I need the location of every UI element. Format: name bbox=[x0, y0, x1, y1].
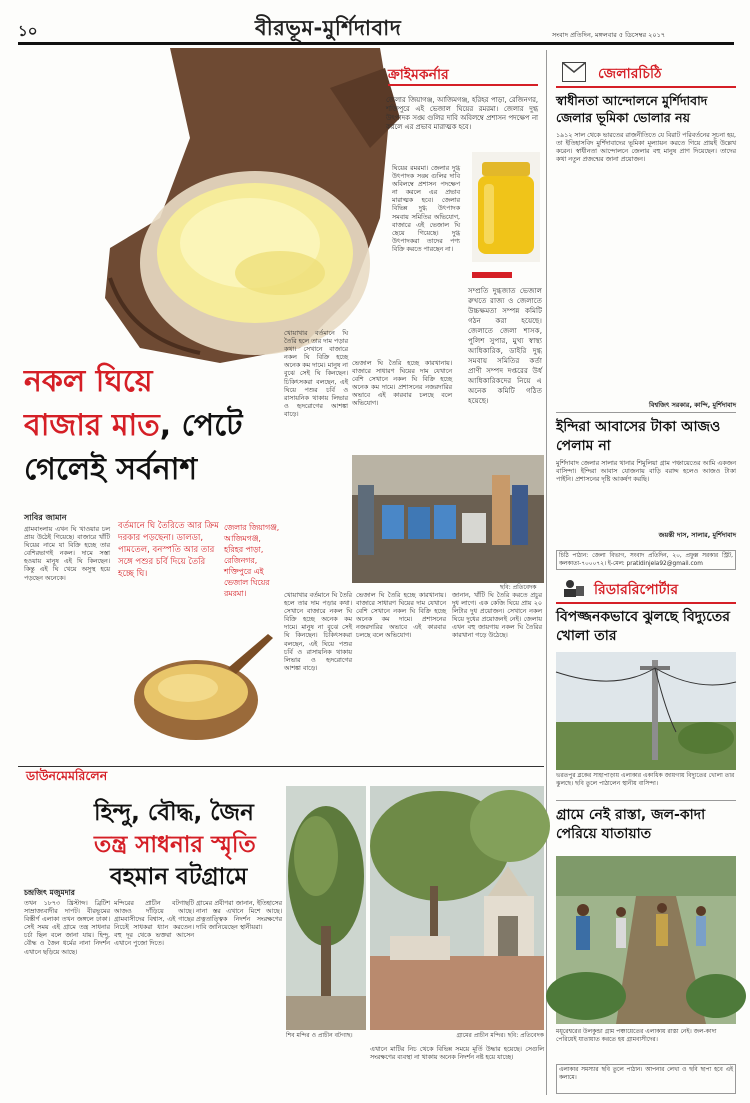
tree-photo-caption: শিব মন্দির ও প্রাচীন বটগাছ। bbox=[286, 1032, 353, 1039]
reporter-divider bbox=[556, 800, 736, 801]
muddy-road-photo bbox=[556, 856, 736, 1024]
crime-committee-box: সম্প্রতি দুগ্ধজাত ভেজাল রুখতে রাজ্য ও জেলাতে উচ্চক্ষমতা সম্পন্ন কমিটি গঠন করা হয়েছে। জেলাতে জেলা শাসক, পুলিশ সুপার, মুখ্য স্বাস্থ্য আধিকারিক, ডাইরি দুগ্ধ সমবায় সমিতির কর্তা প্রাণী সম্পদ দপ্তরের উর্ধ আধিকারিকদের নিয়ে এ অনেক কমিটি গঠিত হয়েছে। bbox=[468, 286, 542, 405]
downmemory-body-col2: মন্দিরের প্রাচীন বটগাছটি আজও দাঁড়িয়ে আছে। গ্রামবাসীদের বিশ্বাস, এই গাছের নিচেই সাধকরা ধ্যান করতেন। বহু দূর থেকে ভক্তরা আসেন এখানে পুজো দিতে। bbox=[114, 900, 194, 948]
downmemory-body-col3: গ্রামের প্রবীণরা জানান, ইতিহাসের নানা স্তর এখানে মিশে আছে। প্রত্নতাত্ত্বিক নিদর্শন সংরক্ষণের দাবি জানিয়েছেন স্থানীয়রা। bbox=[196, 900, 282, 932]
section-title: বীরভূম-মুর্শিদাবাদ bbox=[255, 16, 402, 40]
crime-tag-rule bbox=[388, 84, 538, 86]
district-letter-headline: স্বাধীনতা আন্দোলনে মুর্শিদাবাদ জেলার ভূমিকা ভোলার নয় bbox=[556, 93, 708, 125]
reporter-tag-rule bbox=[556, 602, 736, 604]
crime-body-col1: ঘিয়ের রমরমা। জেলার দুগ্ধ উৎপাদক সঙ্ঘ গুলির দাবি অবিলম্বে প্রশাসন পদক্ষেপ না করলে এর প্রভাব মারাত্মক হবে। জেলার বিভিন্ন দুগ্ধ উৎপাদক সমবায় সমিতির অভিযোগ, বাজারে এই ভেজাল ঘি ছেয়ে গিয়েছে। দুগ্ধ উৎপাদকরা তাদের পণ্য বিক্রি করতে পারছেন না। bbox=[392, 165, 460, 253]
section-divider bbox=[18, 766, 544, 767]
downmemory-body-col1: তখন ১৮৭৩ খ্রিস্টাব্দ। ব্রিটিশ সাম্রাজ্যবাদীর দাপট। বীরভূমের বিস্তীর্ণ এলাকা তখন জঙ্গলে ঢাকা। সেই সময় এই গ্রামে তন্ত্র সাধনার চর্চা ছিল বলে জানা যায়। হিন্দু, বৌদ্ধ ও জৈন ধর্মের নানা নিদর্শন এখানে ছড়িয়ে আছে। bbox=[24, 900, 110, 956]
crime-body-col4: জানান, খাঁটি ঘি তৈরি করতে প্রচুর দুধ লাগে। এক কেজি ঘিয়ে প্রায় ২০ লিটার দুধ প্রয়োজন। সেখানে নকল ঘিয়ে দুধের প্রয়োজনই নেই। জেলায় এখন বহু জায়গায় নকল ঘি তৈরির কারখানা গড়ে উঠেছে। bbox=[452, 592, 542, 640]
banyan-tree-photo bbox=[286, 786, 366, 1030]
downmemory-body-bottom: এখানে মাটির নিচ থেকে বিভিন্ন সময়ে মূর্তি উদ্ধার হয়েছে। সেগুলি সংরক্ষণের ব্যবস্থা না থাকায় অনেক নিদর্শন নষ্ট হয়ে যাচ্ছে। bbox=[370, 1046, 544, 1062]
crime-place-box: জেলার জিয়াগঞ্জ, আজিমগঞ্জ, হরিহর পাড়া, রেজিনগর, শক্তিপুরে এই ভেজাল ঘিয়ের রমরমা। bbox=[224, 523, 280, 598]
crime-byline: সাবির জামান bbox=[24, 513, 67, 522]
downmemory-headline-line3: বহমান বটগ্রামে bbox=[110, 864, 248, 890]
crime-corner-tag: ক্রাইমকর্নার bbox=[388, 67, 449, 83]
headline-red-part: বাজার মাত bbox=[24, 408, 160, 443]
downmemory-tag: ডাউনমেমরিলেন bbox=[26, 768, 108, 783]
ghee-bowl-photo bbox=[118, 628, 278, 756]
letter-tag-rule bbox=[556, 86, 736, 88]
crime-headline-line2 bbox=[24, 408, 243, 444]
headline-black-part: , পেটে bbox=[159, 408, 243, 443]
electric-pole-photo bbox=[556, 652, 736, 770]
masthead-rule bbox=[18, 42, 734, 45]
crime-body-col3-continued: ভেজাল ঘি তৈরি হচ্ছে কারখানায়। বাজারে সাধারণ ঘিয়ের দাম যেখানে বেশি সেখানে নকল ঘি বিক্রি হচ্ছে অনেক কম দামে। প্রশাসনের নজরদারির অভাবে এই কারবার চলছে বলে অভিযোগ। bbox=[356, 592, 446, 640]
crime-intro: জেলার জিয়াগঞ্জ, আজিমগঞ্জ, হরিহর পাড়া, রেজিনগর, শক্তিপুরে এই ভেজাল ঘিয়ের রমরমা। জেলার দুগ্ধ উৎপাদক সঙ্ঘ গুলির দাবি অবিলম্বে প্রশাসন পদক্ষেপ না করলে এর প্রভাব মারাত্মক হবে। bbox=[386, 96, 538, 131]
reader-headline2: গ্রামে নেই রাস্তা, জল-কাদা পেরিয়ে যাতায়াত bbox=[556, 807, 706, 842]
reader-reporter-tag: রিডাররিপোর্টার bbox=[594, 582, 679, 598]
ghee-factory-photo bbox=[352, 455, 544, 583]
crime-headline-line3: গেলেই সর্বনাশ bbox=[24, 452, 198, 487]
reader-caption1: ভরতপুর ব্লকের সাহাপাড়ায় এলাকার একাধিক জায়গায় বিদ্যুতের খোলা তার ঝুলছে। ছবি তুলে পাঠালেন স্থানীয় বাসিন্দা। bbox=[556, 772, 735, 787]
ghee-hand-photo bbox=[50, 48, 410, 368]
district-letter-signature: বিশ্বজিৎ সরকার, কান্দি, মুর্শিদাবাদ bbox=[649, 401, 736, 409]
crime-body-col3: ভেজাল ঘি তৈরি হচ্ছে কারখানায়। বাজারে সাধারণ ঘিয়ের দাম যেখানে বেশি সেখানে নকল ঘি বিক্রি হচ্ছে অনেক কম দামে। প্রশাসনের নজরদারির অভাবে এই কারবার চলছে বলে অভিযোগ। bbox=[352, 360, 452, 408]
red-accent-bar bbox=[472, 272, 512, 278]
reader-caption2: ময়ূরেশ্বরের উলকুন্ডা গ্রাম পঞ্চায়েতের এলাকায় রাস্তা নেই। জল-কাদা পেরিয়েই যাতায়াত করতে হয় গ্রামবাসীদের। bbox=[556, 1028, 717, 1043]
downmemory-byline: চন্দ্রজিৎ মজুমদার bbox=[24, 888, 75, 897]
crime-pullquote: বর্তমানে ঘি তৈরিতে আর ক্রিম দরকার পড়ছেনা। ডালডা, পামতেল, বনস্পতি আর তার সঙ্গে পশুর চর্বি দিয়ে তৈরি হচ্ছে ঘি। bbox=[118, 521, 219, 579]
ghee-jar-photo bbox=[472, 152, 540, 262]
column-divider bbox=[546, 50, 547, 1095]
letter2-headline: ইন্দিরা আবাসের টাকা আজও পেলাম না bbox=[556, 419, 721, 454]
district-letter-body: ১৯১২ সাল থেকে ভারতের রাজনীতিতে যে বিরাট পরিবর্তনের সূচনা হয়, তা ইতিহাসবিদ মুর্শিদাবাদের ভূমিকা মূল্যায়ন করতে গিয়ে প্রায়ই উল্লেখ করেন। স্বাধীনতা আন্দোলনে জেলার বহু মানুষ প্রাণ দিয়েছেন। তাদের কথা নতুন প্রজন্মের জানা প্রয়োজন। bbox=[556, 132, 736, 164]
crime-body-col2: খোয়াখার বর্তমানে ঘি তৈরি হলে তার দাম পড়ার কথা। সেখানে বাজারে নকল ঘি বিক্রি হচ্ছে অনেক কম দামে। মানুষ না বুঝে সেই ঘি কিনছেন। চিকিৎসকরা বলছেন, এই ঘিয়ে পশুর চর্বি ও রাসায়নিক থাকায় লিভার ও হৃদরোগের আশঙ্কা বাড়ে। bbox=[284, 330, 348, 418]
downmemory-headline-line2: তন্ত্র সাধনার স্মৃতি bbox=[94, 832, 256, 858]
letter-divider bbox=[556, 412, 736, 413]
photo-credit: ছবি: প্রতিবেদক bbox=[500, 584, 537, 591]
reader-headline1: বিপজ্জনকভাবে ঝুলছে বিদ্যুতের খোলা তার bbox=[556, 609, 730, 644]
crime-body-col2-continued: খোয়াখার বর্তমানে ঘি তৈরি হলে তার দাম পড়ার কথা। সেখানে বাজারে নকল ঘি বিক্রি হচ্ছে অনেক কম দামে। মানুষ না বুঝে সেই ঘি কিনছেন। চিকিৎসকরা বলছেন, এই ঘিয়ে পশুর চর্বি ও রাসায়নিক থাকায় লিভার ও হৃদরোগের আশঙ্কা বাড়ে। bbox=[284, 592, 352, 672]
district-letter-tag: জেলারচিঠি bbox=[598, 66, 662, 82]
page-number: ১০ bbox=[18, 22, 38, 40]
letter2-signature: জয়ন্তী দাস, সালার, মুর্শিদাবাদ bbox=[658, 531, 736, 539]
letter-envelope-icon bbox=[562, 62, 586, 82]
reader-footer-box: এলাকার সমস্যার ছবি তুলে পাঠান। আপনার লেখা ও ছবি ছাপা হবে এই কলামে। bbox=[556, 1064, 736, 1094]
date-line: সংবাদ প্রতিদিন, মঙ্গলবার ৫ ডিসেম্বর ২০১৭ bbox=[552, 31, 666, 39]
letter2-body: মুর্শিদাবাদ জেলার সালার থানার শিমুলিয়া গ্রাম পঞ্চায়েতের আমি একজন বাসিন্দা। ইন্দিরা আবাস যোজনায় বাড়ি বরাদ্দ হলেও আজও টাকা পাইনি। প্রশাসনের দৃষ্টি আকর্ষণ করছি। bbox=[556, 460, 736, 484]
crime-headline-line1: নকল ঘিয়ে bbox=[24, 364, 153, 399]
reporter-icon bbox=[562, 578, 584, 598]
downmemory-headline-line1: হিন্দু, বৌদ্ধ, জৈন bbox=[94, 800, 254, 826]
letter-address-box: চিঠি পাঠান: জেলা বিভাগ, সংবাদ প্রতিদিন, ২০, প্রফুল্ল সরকার স্ট্রিট, কলকাতা-৭০০০৭২। ই-মেল: pratidinjela92@gmail.com bbox=[556, 550, 736, 570]
temple-photo bbox=[370, 786, 544, 1030]
temple-photo-caption: গ্রামের প্রাচীন মন্দির। ছবি: প্রতিবেদক bbox=[456, 1032, 544, 1039]
crime-body-left: গ্রামবাংলায় এখন ঘি খাওয়ার চল প্রায় উঠেই গিয়েছে। বাজারে খাঁটি ঘিয়ের নামে যা বিক্রি হচ্ছে তার বেশিরভাগই নকল। দামে সস্তা হওয়ায় মানুষ এই ঘি কিনছেন। কিন্তু এই ঘি খেয়ে অসুস্থ হয়ে পড়ছেন অনেকে। bbox=[24, 526, 110, 582]
